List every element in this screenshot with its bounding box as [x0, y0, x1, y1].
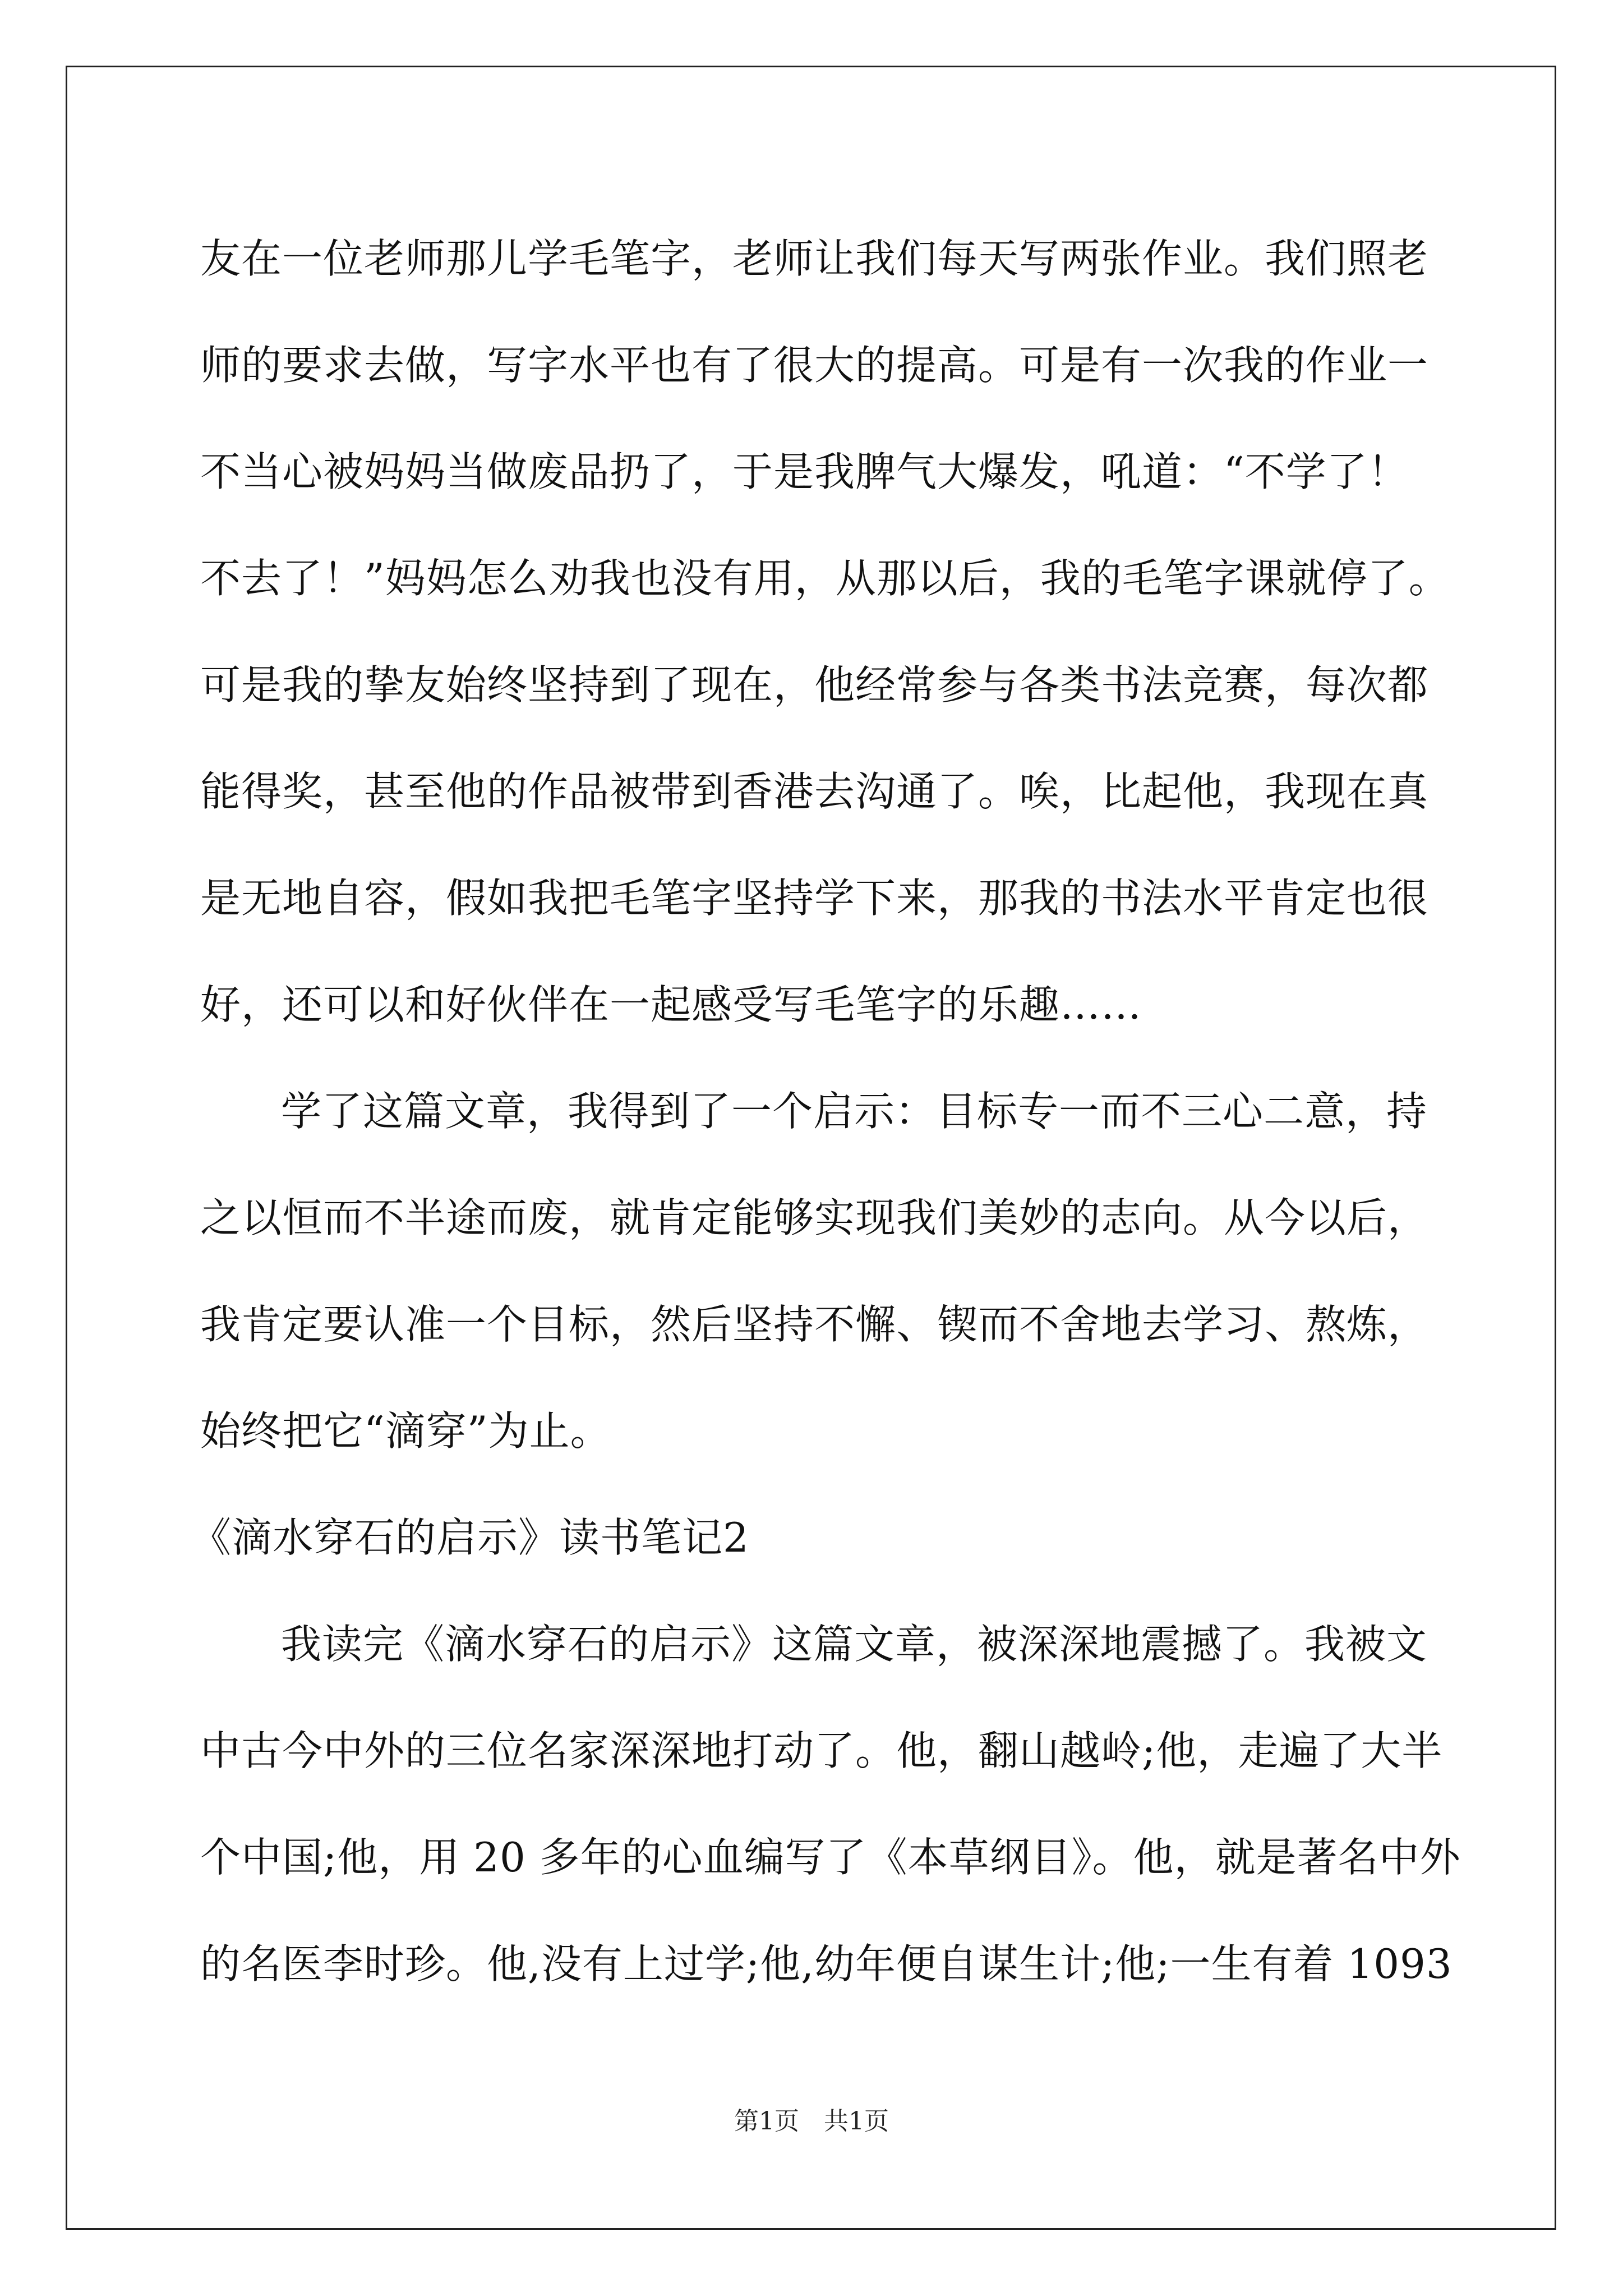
text-line: 中古今中外的三位名家深深地打动了。他，翻山越岭;他，走遍了大半 [200, 1727, 1443, 1774]
text-line: 个中国;他，用 20 多年的心血编写了《本草纲目》。他，就是著名中外 [200, 1834, 1461, 1881]
text-line: 的名医李时珍。他,没有上过学;他,幼年便自谋生计;他;一生有着 1093 [200, 1940, 1453, 1987]
text-line: 不当心被妈妈当做废品扔了，于是我脾气大爆发，吼道：“不学了！ [200, 448, 1409, 495]
document-body [191, 205, 1461, 2017]
text-line: 可是我的挚友始终坚持到了现在，他经常参与各类书法竞赛，每次都 [200, 661, 1429, 708]
text-line: 是无地自容，假如我把毛笔字坚持学下来，那我的书法水平肯定也很 [200, 875, 1429, 922]
text-line: 好，还可以和好伙伴在一起感受写毛笔字的乐趣…… [200, 981, 1142, 1028]
paragraph-start-line: 学了这篇文章，我得到了一个启示：目标专一而不三心二意，持 [281, 1088, 1428, 1135]
text-line: 友在一位老师那儿学毛笔字，老师让我们每天写两张作业。我们照老 [200, 235, 1429, 282]
text-line: 师的要求去做，写字水平也有了很大的提高。可是有一次我的作业一 [200, 342, 1429, 389]
text-line: 能得奖，甚至他的作品被带到香港去沟通了。唉，比起他，我现在真 [200, 768, 1429, 815]
text-line: 之以恒而不半途而废，就肯定能够实现我们美妙的志向。从今以后， [200, 1194, 1429, 1241]
text-line: 不去了！”妈妈怎么劝我也没有用，从那以后，我的毛笔字课就停了。 [200, 555, 1450, 602]
text-line: 我肯定要认准一个目标，然后坚持不懈、锲而不舍地去学习、熬炼， [200, 1301, 1429, 1348]
paragraph-start-line: 我读完《滴水穿石的启示》这篇文章，被深深地震撼了。我被文 [281, 1621, 1428, 1668]
text-line: 始终把它“滴穿”为止。 [200, 1407, 611, 1455]
page-footer: 第1页 共1页 [734, 2107, 889, 2136]
section-heading: 《滴水穿石的启示》读书笔记2 [191, 1514, 749, 1561]
